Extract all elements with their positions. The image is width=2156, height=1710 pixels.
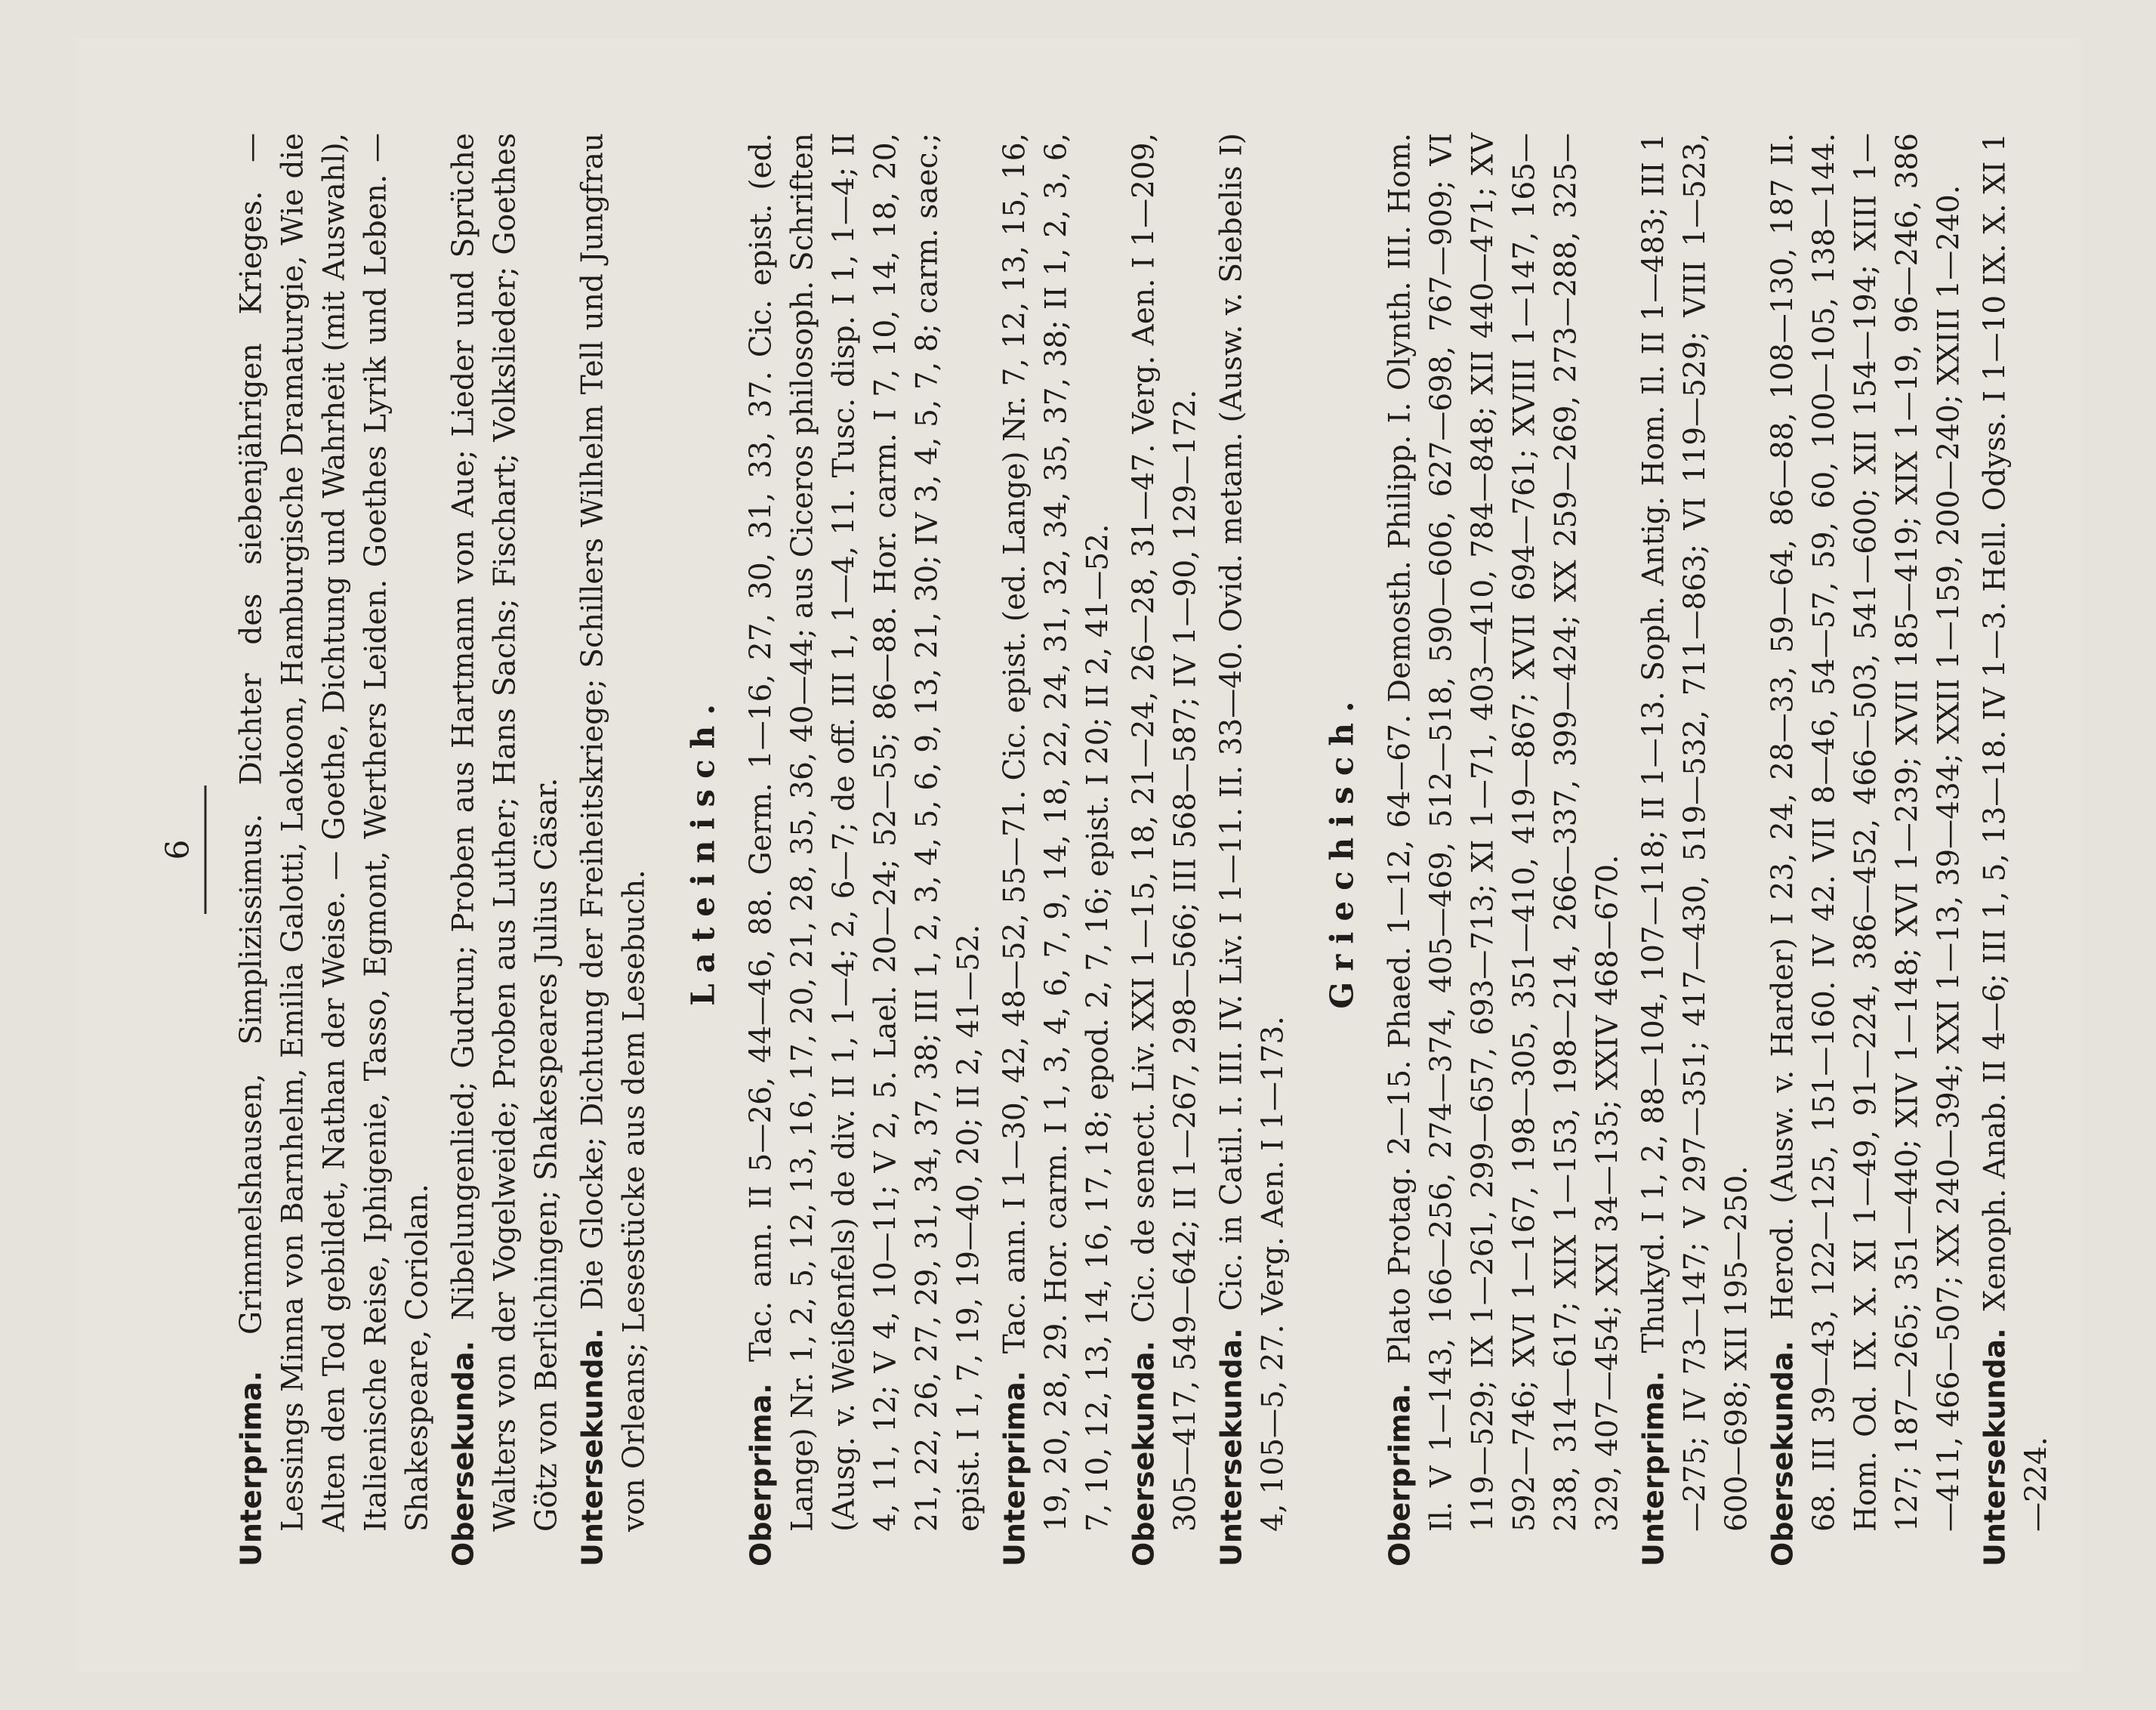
greek-entry-unterprima bbox=[1633, 133, 1757, 1566]
german-entry-untersekunda bbox=[572, 133, 655, 1566]
entry-label: Oberprima. bbox=[1383, 1383, 1416, 1566]
entry-label: Untersekunda. bbox=[1214, 1328, 1248, 1566]
latin-entry-unterprima bbox=[994, 133, 1118, 1566]
latin-entry-oberprima bbox=[740, 133, 989, 1566]
german-section bbox=[230, 133, 655, 1566]
page-number-rule bbox=[204, 786, 206, 914]
latin-section bbox=[682, 133, 1294, 1566]
entry-label: Obersekunda. bbox=[1766, 1340, 1799, 1566]
entry-text: Nibelungenlied; Gudrun; Proben aus Hartmann von Aue; Lieder und Sprüche Walters von der Vogelweide; Proben aus Luther; Hans Sachs; Fischart; Volkslieder; Goethes Götz von Berlichingen; Shakespeares Julius Cäsar. bbox=[446, 133, 563, 1532]
german-entry-unterprima bbox=[230, 133, 438, 1566]
entry-label: Unterprima. bbox=[234, 1370, 267, 1566]
entry-label: Obersekunda. bbox=[446, 1340, 480, 1566]
entry-label: Obersekunda. bbox=[1127, 1340, 1160, 1566]
entry-text: Thukyd. I 1, 2, 88—104, 107—118; II 1—13. Soph. Antig. Hom. Il. II 1—483; III 1—275; IV 73—147; V 297—351; 417—430, 519—532, 711—863; VI 119—529; VIII 1—523, 600—698; XII 195—250. bbox=[1636, 133, 1753, 1532]
section-title-greek: Griechisch. bbox=[1323, 690, 1360, 1009]
entry-text: Die Glocke; Dichtung der Freiheitskriege; Schillers Wilhelm Tell und Jungfrau von Orleans; Lesestücke aus dem Lesebuch. bbox=[575, 133, 651, 1532]
entry-text: Plato Protag. 2—15. Phaed. 1—12, 64—67. Demosth. Philipp. I. Olynth. III. Hom. Il. V 1—143, 166—256, 274—374, 405—469, 512—518, 590—606, 627—698, 767—909; VI 119—529; IX 1—261, 299—657, 693—713; XI 1—71, 403—410, 784—848; XII 440—471; XV 592—746; XVI 1—167, 198—305, 351—410, 419—867; XVII 694—761; XVIII 1—147, 165—238, 314—617; XIX 1—153, 198—214, 266—337, 399—424; XX 259—269, 273—288, 325—329, 407—454; XXI 34—135; XXIV 468—670. bbox=[1383, 133, 1624, 1532]
german-entry-obersekunda bbox=[443, 133, 567, 1566]
latin-entry-untersekunda bbox=[1211, 133, 1294, 1566]
entry-text: Herod. (Ausw. v. Harder) I 23, 24, 28—33, 59—64, 86—88, 108—130, 187 II. 68. III 39—43, 122—125, 151—160. IV 42. VII 8—46, 54—57, 59, 60, 100—105, 138—144. Hom. Od. IX. X. XI 1—49, 91—224, 386—452, 466—503, 541—600; XII 154—194; XIII 1—127; 187—265; 351—440; XIV 1—148; XVI 1—239; XVII 185—419; XIX 1—19, 96—246, 386—411, 466—507; XX 240—394; XXI 1—13, 39—434; XXII 1—159, 200—240; XXIII 1—240. bbox=[1766, 133, 1966, 1532]
entry-text: Xenoph. Anab. II 4—6; III 1, 5, 13—18. IV 1—3. Hell. Odyss. I 1—10 IX. X. XI 1—224. bbox=[1978, 133, 2053, 1532]
entry-label: Unterprima. bbox=[1636, 1370, 1670, 1566]
greek-entry-untersekunda bbox=[1974, 133, 2057, 1566]
entry-text: Cic. in Catil. I. III. IV. Liv. I 1—11. II. 33—40. Ovid. metam. (Ausw. v. Siebelis I) 4, 105—5, 27. Verg. Aen. I 1—173. bbox=[1214, 133, 1290, 1532]
document-page bbox=[76, 38, 2080, 1672]
section-title-latin: Lateinisch. bbox=[684, 693, 721, 1006]
entry-text: Tac. ann. II 5—26, 44—46, 88. Germ. 1—16, 27, 30, 31, 33, 37. Cic. epist. (ed. Lange) Nr. 1, 2, 5, 12, 13, 16, 17, 20, 21, 28, 35, 36, 40—44; aus Ciceros philosoph. Schriften (Ausg. v. Weißenfels) de div. II 1, 1—4; 2, 6—7; de off. III 1, 1—4, 11. Tusc. disp. I 1, 1—4; II 4, 11, 12; V 4, 10—11; V 2, 5. Lael. 20—24; 52—55; 86—88. Hor. carm. I 7, 10, 14, 18, 20, 21, 22, 26, 27, 29, 31, 34, 37, 38; III 1, 2, 3, 4, 5, 6, 9, 13, 21, 30; IV 3, 4, 5, 7, 8; carm. saec.; epist. I 1, 7, 19, 19—40, 20; II 2, 41—52. bbox=[744, 133, 985, 1532]
greek-entry-obersekunda bbox=[1762, 133, 1969, 1566]
entry-label: Untersekunda. bbox=[1978, 1328, 2011, 1566]
entry-text: Grimmelshausen, Simplizissimus. Dichter des siebenjährigen Krieges. — Lessings Minna von Barnhelm, Emilia Galotti, Laokoon, Hamburgische Dramaturgie, Wie die Alten den Tod gebildet, Nathan der Weise. — Goethe, Dichtung und Wahrheit (mit Auswahl), Italienische Reise, Iphigenie, Tasso, Egmont, Werthers Leiden. Goethes Lyrik und Leben. — Shakespeare, Coriolan. bbox=[234, 133, 434, 1532]
entry-text: Tac. ann. I 1—30, 42, 48—52, 55—71. Cic. epist. (ed. Lange) Nr. 7, 12, 13, 15, 16, 19, 20, 28, 29. Hor. carm. I 1, 3, 4, 6, 7, 9, 14, 18, 22, 24, 31, 32, 34, 35, 37, 38; II 1, 2, 3, 6, 7, 10, 12, 13, 14, 16, 17, 18; epod. 2, 7, 16; epist. I 20; II 2, 41—52. bbox=[998, 132, 1115, 1532]
entry-label: Unterprima. bbox=[998, 1370, 1031, 1566]
page-number: 6 bbox=[159, 839, 196, 860]
entry-label: Untersekunda. bbox=[575, 1328, 609, 1566]
latin-entry-obersekunda bbox=[1123, 133, 1206, 1566]
entry-text: Cic. de senect. Liv. XXI 1—15, 18, 21—24, 26—28, 31—47. Verg. Aen. I 1—209, 305—417, 549—642; II 1—267, 298—566; III 568—587; IV 1—90, 129—172. bbox=[1127, 133, 1202, 1532]
entry-label: Oberprima. bbox=[744, 1383, 777, 1566]
greek-section bbox=[1321, 133, 2057, 1566]
greek-entry-oberprima bbox=[1379, 133, 1628, 1566]
